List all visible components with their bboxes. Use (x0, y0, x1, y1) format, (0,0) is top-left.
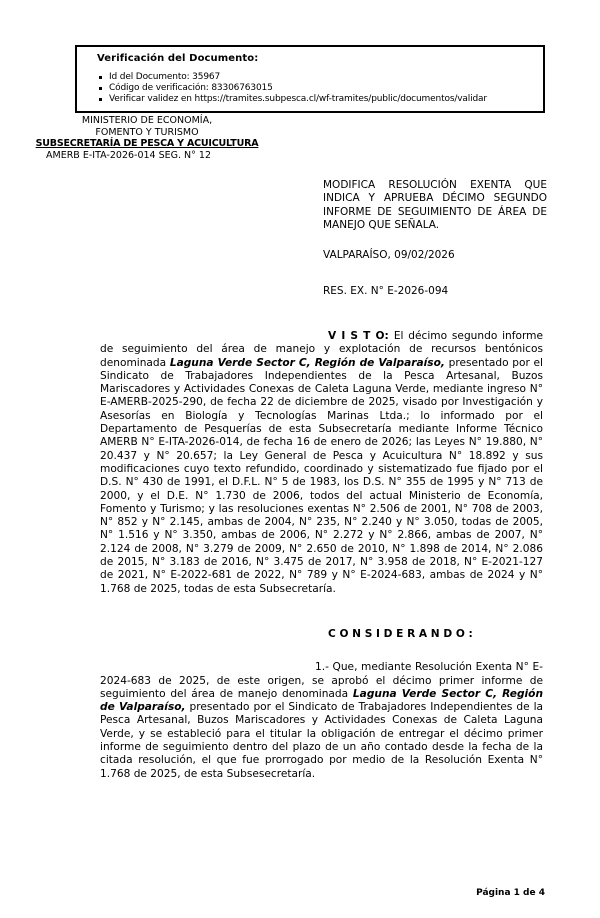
verification-title: Verificación del Documento: (97, 53, 259, 64)
subsecretaria-line: SUBSECRETARÍA DE PESCA Y ACUICULTURA (35, 138, 259, 150)
verification-list (97, 72, 533, 105)
visto-paragraph (100, 330, 543, 596)
verification-item: Código de verificación: 83306763015 (97, 83, 533, 94)
considerando-heading: C O N S I D E R A N D O : (328, 627, 473, 640)
place-date: VALPARAÍSO, 09/02/2026 (323, 248, 455, 261)
verification-item: Verificar validez en https://tramites.subpesca.cl/wf-tramites/public/documentos/validar (97, 94, 533, 105)
considerando-paragraph-1 (100, 661, 543, 781)
text-segment: 1.- Que, mediante Resolución Exenta N° E-2024-683 de 2025, de este origen, se aprobó el décimo primer informe de seguimiento del área de manejo denominada (100, 661, 543, 700)
text-segment: El décimo segundo informe de seguimiento del área de manejo y explotación de recursos bentónicos denominada (100, 330, 543, 369)
page-footer: Página 1 de 4 (476, 888, 545, 898)
verification-box (75, 45, 545, 113)
text-segment: Laguna Verde Sector C, Región de Valparaíso, (100, 687, 543, 714)
resolution-number: RES. EX. N° E-2026-094 (323, 285, 449, 298)
title-block (323, 179, 547, 298)
ministry-line-1: MINISTERIO DE ECONOMÍA, (81, 115, 213, 126)
amerb-reference: AMERB E-ITA-2026-014 SEG. N° 12 (46, 149, 212, 161)
letterhead (28, 115, 266, 161)
ministry-line-2: FOMENTO Y TURISMO (95, 126, 199, 138)
text-segment: presentado por el Sindicato de Trabajadores Independientes de la Pesca Artesanal, Buzos Mariscadores y Actividades Conexas de Caleta Laguna Verde, mediante ingreso N° E-AMERB-2025-290, de fecha 22 de diciembre de 2025, visado por Investigación y Asesorías en Biología y Tecnologías Marinas Ltda.; lo informado por el Departamento de Pesquerías de esta Subsecretaría mediante Informe Técnico AMERB N° E-ITA-2026-014, de fecha 16 de enero de 2026; las Leyes N° 19.880, N° 20.437 y N° 20.657; la Ley General de Pesca y Acuicultura N° 18.892 y sus modificaciones cuyo texto refundido, coordinado y sistematizado fue fijado por el D.S. N° 430 de 1991, el D.F.L. N° 5 de 1983, los D.S. N° 355 de 1995 y N° 713 de 2000, y el D.E. N° 1.730 de 2006, todos del actual Ministerio de Economía, Fomento y Turismo; y las resoluciones exentas N° 2.506 de 2001, N° 708 de 2003, N° 852 y N° 2.145, ambas de 2004, N° 235, N° 2.240 y N° 3.050, todas de 2005, N° 1.516 y N° 3.350, ambas de 2006, N° 2.272 y N° 2.866, ambas de 2007, N° 2.124 de 2008, N° 3.279 de 2009, N° 2.650 de 2010, N° 1.898 de 2014, N° 2.086 de 2015, N° 3.183 de 2016, N° 3.475 de 2017, N° 3.958 de 2018, N° E-2021-127 de 2021, N° E-2022-681 de 2022, N° 789 y N° E-2024-683, ambas de 2024 y N° 1.768 de 2025, todas de esta Subsecretaría. (100, 356, 543, 595)
text-segment: Laguna Verde Sector C, Región de Valparaíso, (169, 356, 445, 369)
text-segment: presentado por el Sindicato de Trabajadores Independientes de la Pesca Artesanal, Buzos Mariscadores y Actividades Conexas de Caleta Laguna Verde, y se estableció para el titular la obligación de entregar el décimo primer informe de seguimiento dentro del plazo de un año contado desde la fecha de la citada resolución, el que fue prorrogado por medio de la Resolución Exenta N° 1.768 de 2025, de esta Subsesecretaría. (100, 701, 544, 780)
verification-item: Id del Documento: 35967 (97, 72, 533, 83)
text-segment: V I S T O: (328, 330, 394, 342)
document-body (100, 330, 543, 781)
resolution-title: MODIFICA RESOLUCIÓN EXENTA QUE INDICA Y APRUEBA DÉCIMO SEGUNDO INFORME DE SEGUIMIENTO DE ÁREA DE MANEJO QUE SEÑALA. (323, 179, 547, 232)
